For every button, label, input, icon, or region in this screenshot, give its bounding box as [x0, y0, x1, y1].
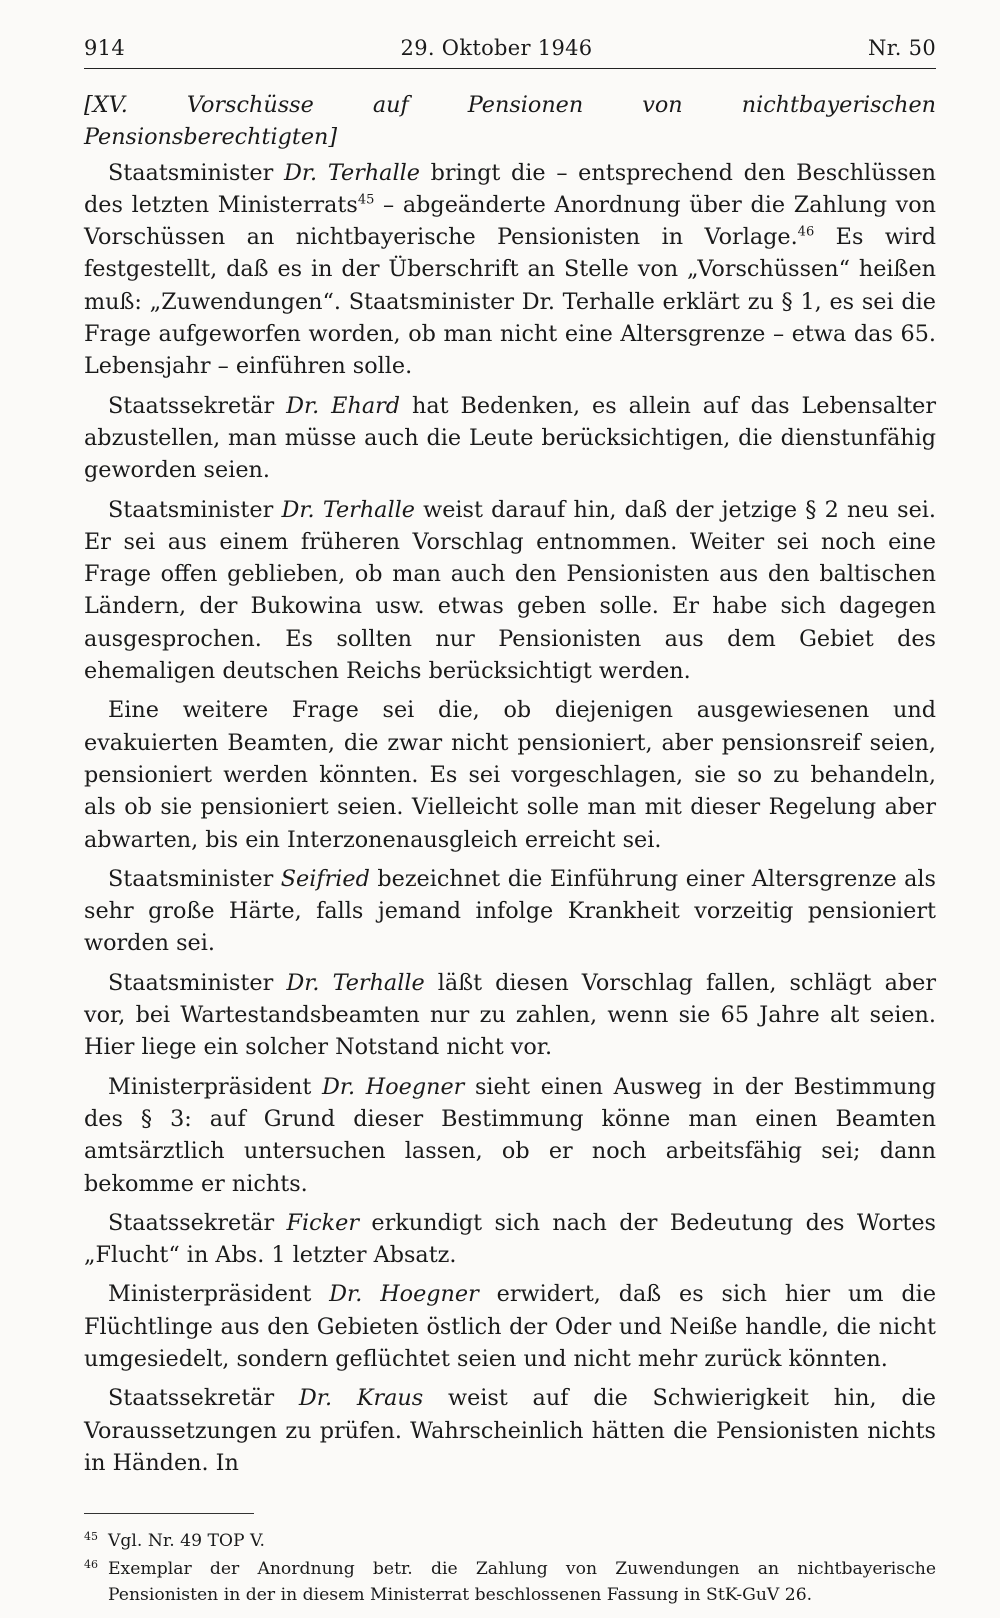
- footnote: [84, 1528, 936, 1554]
- speaker-name: Dr. Ehard: [286, 392, 401, 419]
- speaker-title: Staatssekretär: [108, 392, 287, 419]
- page-number: 914: [84, 36, 125, 60]
- issue-number: Nr. 50: [868, 36, 936, 60]
- footnote-divider: [84, 1513, 254, 1514]
- speaker-name: Dr. Terhalle: [281, 496, 415, 523]
- main-text: [84, 89, 936, 1479]
- paragraph-text: weist darauf hin, daß der jetzige § 2 neu sei. Er sei aus einem früheren Vorschlag entnommen. Weiter sei noch eine Frage offen geblieben, ob man auch den Pensionisten aus den baltischen Ländern, der Bukowina usw. etwas geben solle. Er habe sich dagegen ausgesprochen. Es sollten nur Pensionisten aus dem Gebiet des ehemaligen deutschen Reichs berücksichtigt werden.: [84, 496, 936, 685]
- speaker-title: Staatsminister: [108, 865, 281, 892]
- paragraph: [84, 494, 936, 688]
- speaker-name: Dr. Terhalle: [286, 969, 425, 996]
- speaker-title: Ministerpräsident: [108, 1281, 330, 1308]
- paragraph: [84, 967, 936, 1064]
- footnote-text: Exemplar der Anordnung betr. die Zahlung von Zuwendungen an nichtbayerische Pensionisten in der in diesem Ministerrat beschlossenen Fassung in StK-GuV 26.: [108, 1559, 936, 1606]
- speaker-title: Ministerpräsident: [108, 1073, 322, 1100]
- paragraph: [84, 694, 936, 855]
- paragraph-text: bezeichnet die Einführung einer Altersgrenze als sehr große Härte, falls jemand infolge Krankheit vorzeitig pensioniert worden sei.: [84, 865, 936, 957]
- paragraph: [84, 863, 936, 960]
- paragraph: [84, 1071, 936, 1200]
- speaker-name: Seifried: [280, 865, 370, 892]
- speaker-title: Staatsminister: [108, 496, 282, 523]
- speaker-name: Dr. Hoegner: [321, 1073, 465, 1100]
- speaker-name: Dr. Terhalle: [283, 159, 420, 186]
- running-header: [84, 36, 936, 69]
- paragraph: [84, 1207, 936, 1272]
- paragraph-text: bringt die – entsprechend den Beschlüssen des letzten Ministerrats: [84, 159, 936, 218]
- speaker-name: Ficker: [286, 1209, 360, 1236]
- footnote-number: 46: [84, 1558, 98, 1572]
- footnote-text: Vgl. Nr. 49 TOP V.: [108, 1531, 265, 1552]
- paragraph-text: erkundigt sich nach der Bedeutung des Wortes „Flucht“ in Abs. 1 letzter Absatz.: [84, 1209, 936, 1269]
- paragraph: [84, 390, 936, 487]
- paragraph-lead: Staatsminister: [108, 159, 284, 186]
- paragraph-text: weist auf die Schwierigkeit hin, die Voraussetzungen zu prüfen. Wahrscheinlich hätten die Pensionisten nichts in Händen. In: [84, 1385, 936, 1476]
- session-date: 29. Oktober 1946: [400, 36, 593, 60]
- footnote-ref[interactable]: 46: [797, 224, 815, 240]
- footnote-number: 45: [84, 1530, 98, 1544]
- footnotes: [84, 1528, 936, 1608]
- paragraph: [84, 157, 936, 383]
- paragraph-text: erwidert, daß es sich hier um die Flüchtlinge aus den Gebieten östlich der Oder und Neiße handle, die nicht umgesiedelt, sondern geflüchtet seien und nicht mehr zurück könnten.: [84, 1281, 937, 1372]
- paragraph-text: Eine weitere Frage sei die, ob diejenigen ausgewiesenen und evakuierten Beamten, die zwar nicht pensioniert, aber pensionsreif seien, pensioniert werden könnten. Es sei vorgeschlagen, sie so zu behandeln, als ob sie pensioniert seien. Vielleicht solle man mit dieser Regelung aber abwarten, bis ein Interzonenausgleich erreicht sei.: [84, 697, 936, 853]
- section-heading: [XV. Vorschüsse auf Pensionen von nichtbayerischen Pensionsberechtigten]: [84, 92, 936, 151]
- speaker-title: Staatssekretär: [108, 1385, 299, 1412]
- paragraph: [84, 1382, 936, 1479]
- speaker-title: Staatssekretär: [108, 1209, 287, 1236]
- paragraph-text: läßt diesen Vorschlag fallen, schlägt aber vor, bei Wartestandsbeamten nur zu zahlen, wenn sie 65 Jahre alt seien. Hier liege ein solcher Notstand nicht vor.: [84, 969, 936, 1061]
- paragraph-text: – abgeänderte Anordnung über die Zahlung von Vorschüssen an nichtbayerische Pensionisten in Vorlage.: [84, 191, 937, 251]
- paragraph-text: sieht einen Ausweg in der Bestimmung des § 3: auf Grund dieser Bestimmung könne man einen Beamten amtsärztlich untersuchen lassen, ob er noch arbeitsfähig sei; dann bekomme er nichts.: [84, 1073, 937, 1197]
- speaker-name: Dr. Hoegner: [329, 1281, 479, 1308]
- paragraph-text: Es wird festgestellt, daß es in der Überschrift an Stelle von „Vorschüssen“ heißen muß: „Zuwendungen“. Staatsminister Dr. Terhalle erklärt zu § 1, es sei die Frage aufgeworfen worden, ob man nicht eine Altersgrenze – etwa das 65. Lebensjahr – einführen solle.: [84, 224, 936, 380]
- footnote: [84, 1556, 936, 1608]
- paragraph-text: hat Bedenken, es allein auf das Lebensalter abzustellen, man müsse auch die Leute berücksichtigen, die dienstunfähig geworden seien.: [84, 392, 937, 484]
- paragraph: [84, 1278, 936, 1375]
- footnote-ref[interactable]: 45: [357, 192, 375, 208]
- speaker-title: Staatsminister: [108, 969, 287, 996]
- speaker-name: Dr. Kraus: [298, 1385, 424, 1412]
